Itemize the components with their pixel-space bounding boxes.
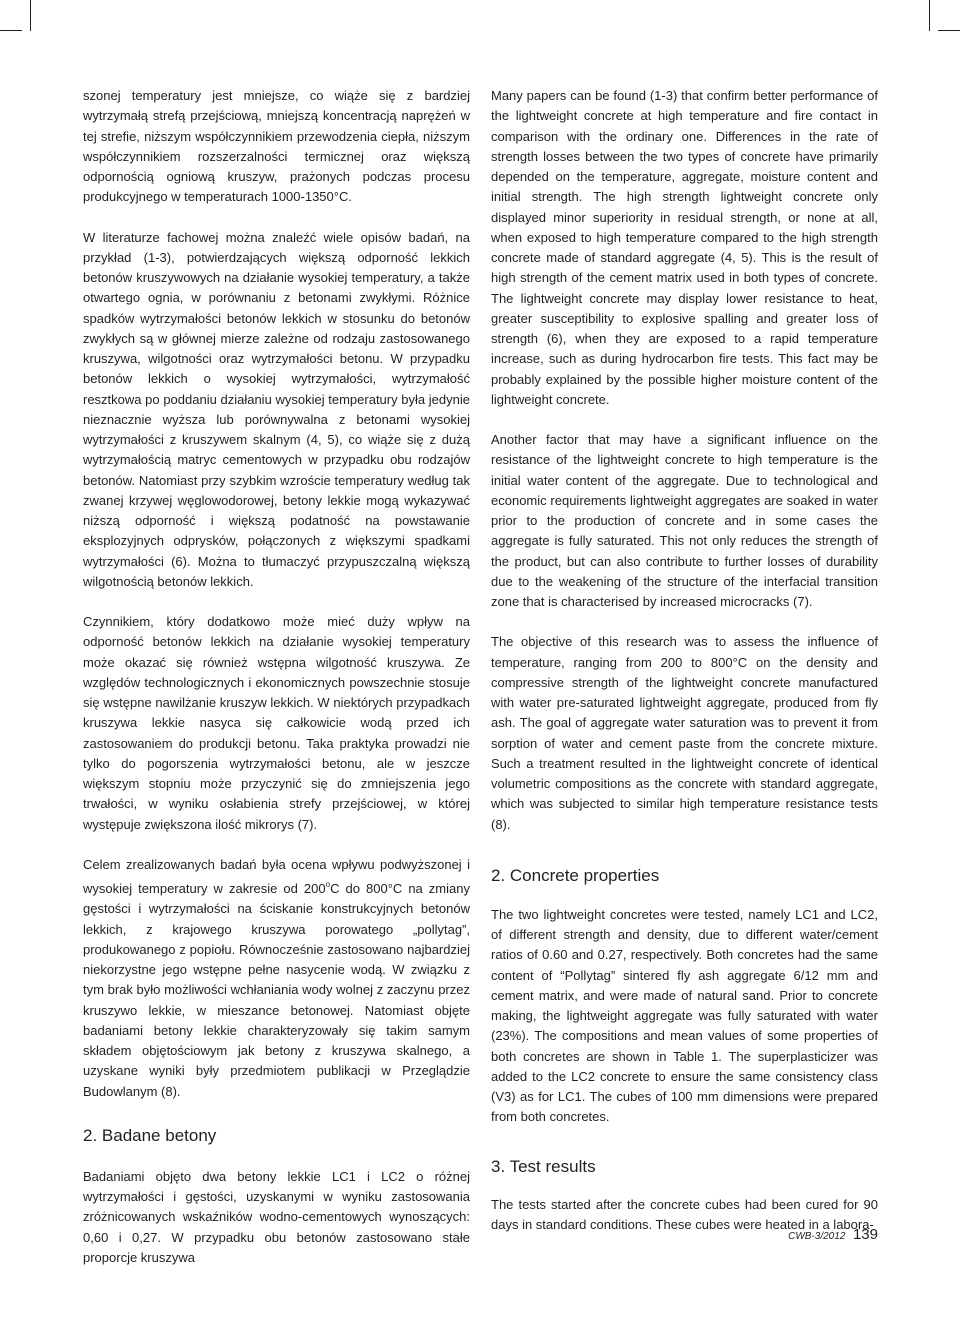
section-heading-concrete-properties: 2. Concrete properties	[491, 865, 660, 885]
degree-superscript: o	[325, 880, 331, 889]
crop-mark-top-right-vertical	[929, 0, 930, 31]
crop-mark-top-left-vertical	[30, 0, 31, 31]
page-number: 139	[852, 1226, 878, 1243]
section-heading-badane-betony: 2. Badane betony	[83, 1125, 217, 1145]
right-paragraph-3: The objective of this research was to assess the influence of temperature, ranging from 200 to 800°C on the density and compressive strength of the lightweight concrete manufactured with water pre-saturated lightweight aggregate, produced from fly ash. The goal of aggregate water saturation was to prevent it from sorption of water and cement paste from the concrete mixture. Such a treatment resulted in the lightweight concrete of identical volumetric compositions as the concrete with standard aggregate, which was subjected to similar high temperature resistance tests (8).	[491, 634, 878, 832]
crop-mark-top-right-horizontal	[938, 30, 960, 31]
left-paragraph-4	[83, 855, 470, 1102]
right-paragraph-1: Many papers can be found (1-3) that confirm better performance of the lightweight concrete at high temperature and fire contact in comparison with the ordinary one. Differences in the rate of strength losses between the two types of concrete have primarily depended on the temperature, aggregate, moisture content and initial strength. The high strength lightweight concrete only displayed minor superiority in residual strength, or none at all, when exposed to high temperature compared to the high strength concrete made of standard aggregate (4, 5). This is the result of high strength of the cement matrix used in both types of concrete. The lightweight concrete may display lower resistance to heat, greater susceptibility to explosive spalling and greater loss of strength (6), when they are exposed to a rapid temperature increase, such as during hydrocarbon fire tests. This fact may be probably explained by the possible higher moisture content of the lightweight concrete.	[491, 88, 878, 407]
left-paragraph-4-end: C do 800°C na zmiany gęstości i wytrzymałości na ściskanie konstrukcyjnych betonów lekkich, z krajowego kruszywa porowatego „pollytag”, produkowanego z popiołu. Równocześnie zastosowano najbardziej niekorzystne jego wstępne pełne nasycenie wodą. W związku z tym brak było możliwości wchłaniania wody wolnej z zaczynu przez kruszywo lekkie, w mieszance betonowej. Natomiast objęte badaniami betony lekkie charakteryzowały się takim samym składem objętościowym jak betony z kruszywa skalnego, a uzyskane wyniki były przedmiotem publikacji w Przeglądzie Budowlanym (8).	[83, 881, 470, 1099]
left-paragraph-3: Czynnikiem, który dodatkowo może mieć duży wpływ na odporność betonów lekkich na działanie wysokiej temperatury może okazać się również wstępna wilgotność kruszywa. Ze względów technologicznych i ekonomicznych powszechnie stosuje się wstępne nawilżanie kruszyw lekkich. W niektórych przypadkach kruszywa lekkie nasyca się całkowicie wodą przed ich zastosowaniem do produkcji betonu. Taka praktyka prowadzi nie tylko do pogorszenia wytrzymałości betonu, ale w jeszcze większym stopniu może przyczynić się do zmniejszenia jego trwałości, w wyniku osłabienia strefy przejściowej, w której występuje zwiększona ilość mikrorys (7).	[83, 614, 470, 832]
crop-mark-top-left-horizontal	[0, 30, 22, 31]
left-paragraph-5: Badaniami objęto dwa betony lekkie LC1 i LC2 o różnej wytrzymałości i gęstości, uzyskanymi w wyniku zastosowania zróżnicowanych wskaźników wodno-cementowych wynoszących: 0,60 i 0,27. W przypadku obu betonów zastosowano stałe proporcje kruszywa	[83, 1168, 470, 1265]
right-paragraph-2: Another factor that may have a significant influence on the resistance of the lightweight concrete to high temperature is the initial water content of the aggregate. Due to technological and economic requirements lightweight aggregates are soaked in water prior to the production of concrete and in some cases the aggregate is fully saturated. This not only reduces the strength of the product, but can also contribute to further losses of durability due to the weakening of the structure of the interfacial transition zone that is characterised by increased microcracks (7).	[491, 432, 878, 609]
right-paragraph-4: The two lightweight concretes were tested, namely LC1 and LC2, of different strength and density, due to different water/cement ratios of 0.60 and 0.27, respectively. Both concretes had the same content of “Pollytag” sintered fly ash aggregate 6/12 mm and cement matrix, and were made of natural sand. Prior to concrete making, the lightweight aggregate was fully saturated with water (23%). The compositions and mean values of some properties of both concretes are shown in Table 1. The superplasticizer was added to the LC2 concrete to ensure the same consistency class (V3) as for LC1. The cubes of 100 mm dimensions were prepared from both concretes.	[491, 906, 878, 1125]
left-column	[83, 86, 470, 1287]
right-column	[491, 86, 878, 1254]
left-paragraph-1: szonej temperatury jest mniejsze, co wiąże się z bardziej wytrzymałą strefą przejściową, mniejszą koncentracją naprężeń w tej strefie, niższym współczynnikiem przewodzenia ciepła, niższym współczynnikiem rozszerzalności termicznej oraz większą odpornością ogniową kruszyw, prażonych podczas procesu produkcyjnego w temperaturach 1000-1350°C.	[83, 88, 470, 205]
left-paragraph-4-start: Celem zrealizowanych badań była ocena wpływu podwyższonej i wysokiej temperatury w zakresie od 200	[83, 856, 470, 896]
page-footer	[788, 1226, 878, 1243]
section-heading-test-results: 3. Test results	[491, 1156, 596, 1176]
right-paragraph-5: The tests started after the concrete cubes had been cured for 90 days in standard conditions. These cubes were heated in a labora-	[491, 1196, 878, 1232]
left-paragraph-2: W literaturze fachowej można znaleźć wiele opisów badań, na przykład (1-3), potwierdzających większą odporność lekkich betonów kruszywowych na działanie wysokiej temperatury, a także otwartego ognia, w porównaniu z betonami zwykłymi. Różnice spadków wytrzymałości betonów lekkich w stosunku do betonów zwykłych są w głównej mierze zależne od rodzaju zastosowanego kruszywa, wilgotności oraz wytrzymałości betonu. W przypadku betonów lekkich o wysokiej wytrzymałości, wytrzymałość resztkowa po poddaniu działaniu wysokiej temperatury była jedynie nieznacznie wyższa lub porównywalna z betonami wysokiej wytrzymałości z kruszywem skalnym (4, 5), co wiąże się z dużą wytrzymałością matryc cementowych w przypadku obu rodzajów betonów. Natomiast przy szybkim wzroście temperatury według tak zwanej krzywej węglowodorowej, betony lekkie mogą wykazywać niższą odporność i większą podatność na powstawanie eksplozyjnych odprysków, połączonych z większymi spadkami wytrzymałości (6). Można to tłumaczyć przypuszczalną większą wilgotnością betonów lekkich.	[83, 229, 470, 589]
journal-issue: CWB-3/2012	[788, 1231, 846, 1242]
